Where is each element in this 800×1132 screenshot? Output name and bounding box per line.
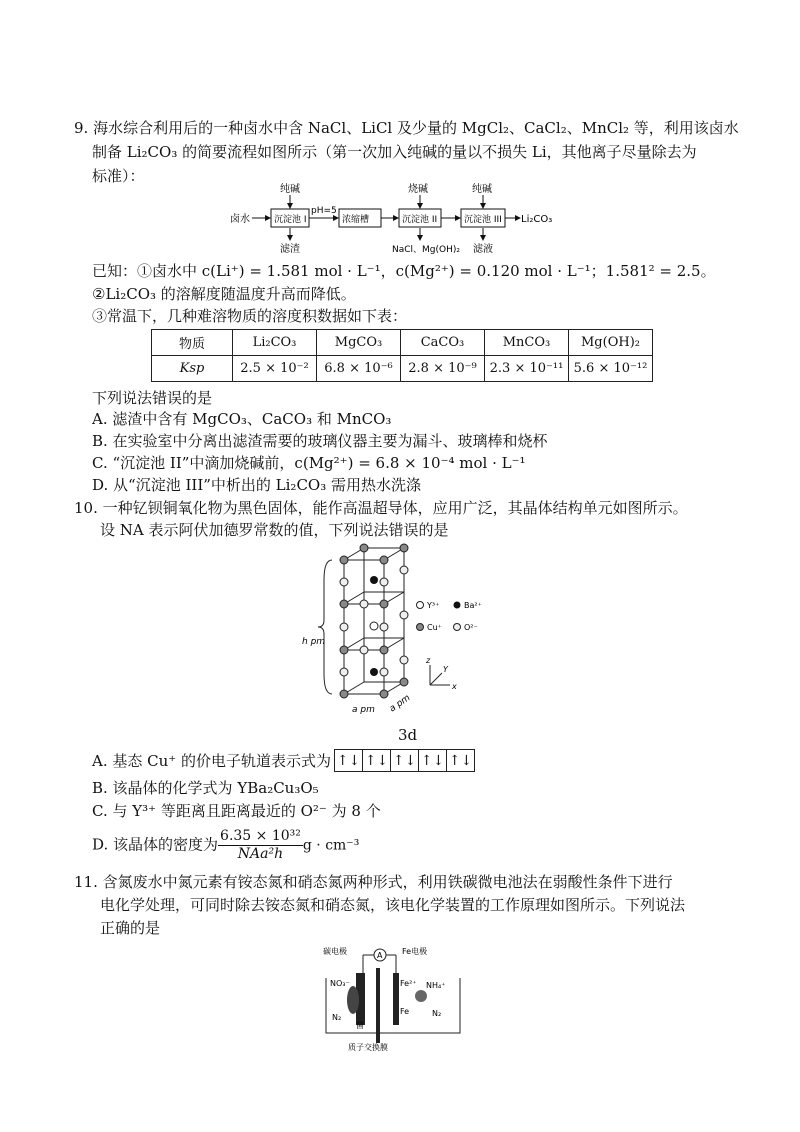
density-numerator: 6.35 × 10³²: [220, 828, 301, 844]
density-fraction: [218, 828, 303, 863]
flow-product: Li₂CO₃: [521, 214, 553, 225]
copper-atom: [380, 646, 388, 654]
copper-atom: [380, 556, 388, 564]
oxygen-atom: [340, 623, 348, 631]
flow-tank-1-label: 沉淀池 I: [274, 215, 307, 225]
density-unit: g · cm⁻³: [302, 837, 360, 854]
copper-atom: [360, 544, 368, 552]
legend-o-label: O²⁻: [464, 623, 478, 632]
oxygen-atom: [380, 578, 388, 586]
q10-option-c: C. 与 Y³⁺ 等距离且距离最近的 O²⁻ 为 8 个: [92, 802, 381, 820]
legend-ba-label: Ba²⁺: [464, 601, 482, 610]
axis-z-label: z: [426, 656, 431, 665]
oxygen-atom: [400, 611, 408, 619]
oxygen-atom: [340, 578, 348, 586]
orbital-box: ↑↓: [418, 749, 447, 772]
oxygen-atom: [340, 668, 348, 676]
flow-tank-3-label: 沉淀池 III: [464, 215, 502, 225]
q9-line-3: 标准）：: [92, 167, 145, 185]
membrane-label: 质子交换膜: [348, 1043, 388, 1052]
q9-stem: 下列说法错误的是: [92, 389, 213, 407]
q9-line-2: 制备 Li₂CO₃ 的简要流程如图所示（第一次加入纯碱的量以不损失 Li，其他离子尽量除去为: [92, 143, 697, 161]
proton-exchange-membrane: [376, 968, 380, 1043]
ksp-substance-cell: CaCO₃: [401, 330, 485, 356]
flow-input-2: 烧碱: [408, 184, 428, 195]
ksp-header-ksp: Ksp: [152, 356, 233, 382]
q10-line-1: 10. 一种钇钡铜氧化物为黑色固体，能作高温超导体，应用广泛，其晶体结构单元如图所示。: [74, 499, 688, 517]
flow-start: 卤水: [230, 214, 250, 225]
bacteria-label: 菌: [356, 1021, 364, 1030]
yttrium-atom: [370, 622, 378, 630]
flow-output-3: 滤液: [473, 244, 493, 255]
height-label: h pm: [302, 637, 326, 647]
flow-input-3: 纯碱: [472, 184, 492, 195]
q9-known-2: ②Li₂CO₃ 的溶解度随温度升高而降低。: [92, 285, 356, 303]
q9-option-c: C. “沉淀池 II”中滴加烧碱前，c(Mg²⁺) = 6.8 × 10⁻⁴ mol · L⁻¹: [92, 454, 526, 472]
copper-atom: [380, 690, 388, 698]
bacteria-film: [347, 986, 359, 1014]
crystal-structure-figure: [302, 540, 502, 720]
ksp-value-cell: 2.5 × 10⁻²: [233, 356, 317, 382]
no3-label: NO₃⁻: [330, 979, 350, 988]
ksp-value-cell: 5.6 × 10⁻¹²: [569, 356, 653, 382]
barium-atom: [370, 668, 378, 676]
flow-input-1: 纯碱: [280, 184, 300, 195]
ksp-substance-cell: Mg(OH)₂: [569, 330, 653, 356]
orbital-box: ↑↓: [362, 749, 391, 772]
oxygen-atom: [400, 566, 408, 574]
q10-line-2: 设 NA 表示阿伏加德罗常数的值，下列说法错误的是: [100, 521, 449, 539]
q10-option-d: [92, 828, 359, 863]
q11-line-3: 正确的是: [100, 919, 161, 937]
ksp-table: [151, 329, 653, 382]
ksp-substance-cell: Li₂CO₃: [233, 330, 317, 356]
oxygen-atom: [400, 656, 408, 664]
n2-left-label: N₂: [332, 1013, 342, 1022]
q9-option-b: B. 在实验室中分离出滤渣需要的玻璃仪器主要为漏斗、玻璃棒和烧杯: [92, 432, 548, 450]
density-denominator: NAa²h: [237, 846, 284, 862]
ksp-value-cell: 2.3 × 10⁻¹¹: [485, 356, 569, 382]
oxygen-atom: [380, 623, 388, 631]
fe-label: Fe: [400, 1007, 410, 1016]
legend-ba-icon: [454, 602, 461, 609]
orbital-box: ↑↓: [446, 749, 475, 772]
flow-concentrator-label: 浓缩槽: [342, 215, 370, 225]
legend-o-icon: [454, 624, 461, 631]
fe-electrode-label: Fe电极: [402, 947, 428, 956]
copper-atom: [400, 678, 408, 686]
oxygen-atom: [360, 600, 368, 608]
ksp-table-row-values: [152, 356, 653, 382]
bacteria-cell: [415, 990, 427, 1002]
q10-option-a-text: A. 基态 Cu⁺ 的价电子轨道表示式为: [92, 752, 331, 770]
flow-tank-2-label: 沉淀池 II: [402, 215, 438, 225]
oxygen-atom: [380, 668, 388, 676]
q10-option-b: B. 该晶体的化学式为 YBa₂Cu₃O₅: [92, 779, 319, 797]
electrochemical-cell-figure: [318, 938, 478, 1058]
copper-atom: [340, 600, 348, 608]
legend-y-icon: [417, 602, 424, 609]
legend-cu-icon: [417, 624, 424, 631]
copper-atom: [340, 646, 348, 654]
orbital-label: 3d: [398, 726, 418, 744]
legend-cu-label: Cu⁺: [427, 623, 442, 632]
flow-output-1: 滤渣: [280, 244, 300, 255]
barium-atom: [370, 576, 378, 584]
oxygen-atom: [360, 646, 368, 654]
legend-y-label: Y³⁺: [427, 601, 440, 610]
copper-atom: [340, 690, 348, 698]
orbital-box: ↑↓: [390, 749, 419, 772]
ksp-value-cell: 2.8 × 10⁻⁹: [401, 356, 485, 382]
ksp-header-substance: 物质: [152, 330, 233, 356]
orbital-diagram: [335, 749, 475, 772]
flow-ph: pH=5: [311, 206, 337, 216]
q9-option-d: D. 从“沉淀池 III”中析出的 Li₂CO₃ 需用热水洗涤: [92, 476, 422, 494]
copper-atom: [400, 544, 408, 552]
a-label: a pm: [352, 705, 375, 715]
orbital-box: ↑↓: [334, 749, 363, 772]
carbon-electrode-label: 碳电极: [323, 947, 347, 956]
n2-right-label: N₂: [432, 1009, 442, 1018]
copper-atom: [340, 556, 348, 564]
q11-line-2: 电化学处理，可同时除去铵态氮和硝态氮，该电化学装置的工作原理如图所示。下列说法: [100, 896, 686, 914]
ksp-value-cell: 6.8 × 10⁻⁶: [317, 356, 401, 382]
q9-flow-diagram: [228, 182, 558, 258]
ksp-substance-cell: MnCO₃: [485, 330, 569, 356]
q10-option-d-prefix: D. 该晶体的密度为: [92, 835, 219, 854]
fe-electrode: [393, 973, 399, 1025]
nh4-label: NH₄⁺: [426, 981, 446, 990]
q11-line-1: 11. 含氮废水中氮元素有铵态氮和硝态氮两种形式，利用铁碳微电池法在弱酸性条件下进行: [74, 873, 673, 891]
fe2-label: Fe²⁺: [400, 979, 417, 988]
copper-atom: [380, 600, 388, 608]
q9-option-a: A. 滤渣中含有 MgCO₃、CaCO₃ 和 MnCO₃: [92, 410, 392, 428]
ksp-substance-cell: MgCO₃: [317, 330, 401, 356]
axis-y-label: Y: [443, 665, 448, 674]
q9-known-1: 已知：①卤水中 c(Li⁺) = 1.581 mol · L⁻¹，c(Mg²⁺) = 0.120 mol · L⁻¹；1.581² = 2.5。: [92, 262, 716, 280]
q9-known-3: ③常温下，几种难溶物质的溶度积数据如下表：: [92, 307, 408, 325]
ksp-table-row-substance: [152, 330, 653, 356]
flow-output-2: NaCl、Mg(OH)₂: [392, 245, 460, 255]
q9-line-1: 9. 海水综合利用后的一种卤水中含 NaCl、LiCl 及少量的 MgCl₂、CaCl₂、MnCl₂ 等，利用该卤水: [74, 119, 739, 137]
axis-x-label: x: [452, 682, 457, 691]
ammeter-label: A: [377, 951, 383, 960]
a-label-depth: a pm: [387, 693, 413, 715]
